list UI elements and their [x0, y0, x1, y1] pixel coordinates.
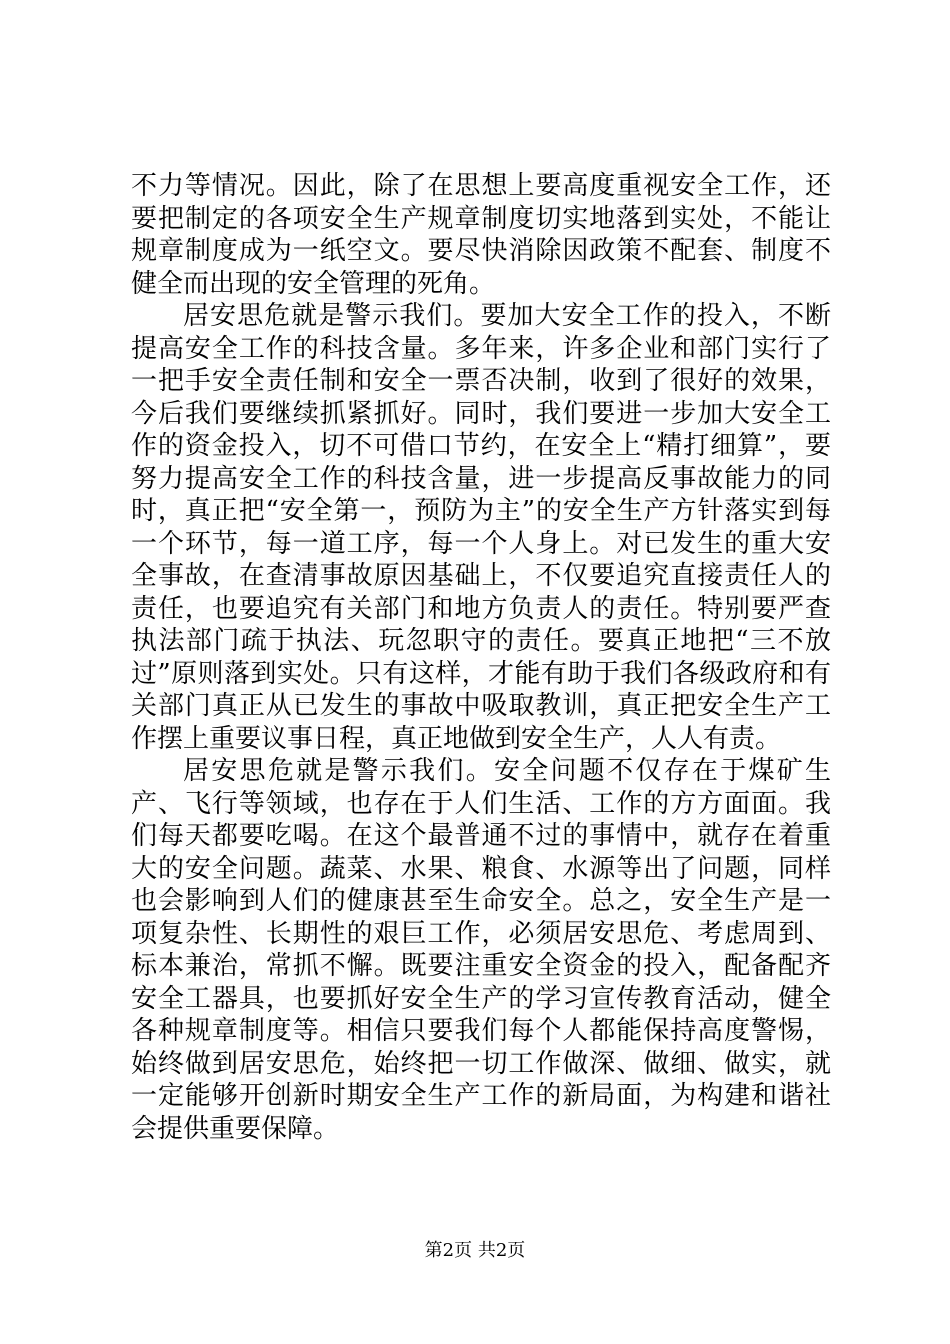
- paragraph-1: 不力等情况。因此，除了在思想上要高度重视安全工作，还要把制定的各项安全生产规章制度切实地落到实处，不能让规章制度成为一纸空文。要尽快消除因政策不配套、制度不健全而出现的安全管理的死角。: [131, 171, 831, 299]
- paragraph-2: 居安思危就是警示我们。要加大安全工作的投入，不断提高安全工作的科技含量。多年来，许多企业和部门实行了一把手安全责任制和安全一票否决制，收到了很好的效果，今后我们要继续抓紧抓好。同时，我们要进一步加大安全工作的资金投入，切不可借口节约，在安全上“精打细算”，要努力提高安全工作的科技含量，进一步提高反事故能力的同时，真正把“安全第一，预防为主”的安全生产方针落实到每一个环节，每一道工序，每一个人身上。对已发生的重大安全事故，在查清事故原因基础上，不仅要追究直接责任人的责任，也要追究有关部门和地方负责人的责任。特别要严查执法部门疏于执法、玩忽职守的责任。要真正地把“三不放过”原则落到实处。只有这样，才能有助于我们各级政府和有关部门真正从已发生的事故中吸取教训，真正把安全生产工作摆上重要议事日程，真正地做到安全生产，人人有责。: [131, 301, 831, 754]
- body-text: [131, 170, 831, 1145]
- page-footer: 第2页 共2页: [424, 1240, 526, 1261]
- paragraph-3: 居安思危就是警示我们。安全问题不仅存在于煤矿生产、飞行等领域，也存在于人们生活、工作的方方面面。我们每天都要吃喝。在这个最普通不过的事情中，就存在着重大的安全问题。蔬菜、水果、粮食、水源等出了问题，同样也会影响到人们的健康甚至生命安全。总之，安全生产是一项复杂性、长期性的艰巨工作，必须居安思危、考虑周到、标本兼治，常抓不懈。既要注重安全资金的投入，配备配齐安全工器具，也要抓好安全生产的学习宣传教育活动，健全各种规章制度等。相信只要我们每个人都能保持高度警惕，始终做到居安思危，始终把一切工作做深、做细、做实，就一定能够开创新时期安全生产工作的新局面，为构建和谐社会提供重要保障。: [131, 756, 831, 1144]
